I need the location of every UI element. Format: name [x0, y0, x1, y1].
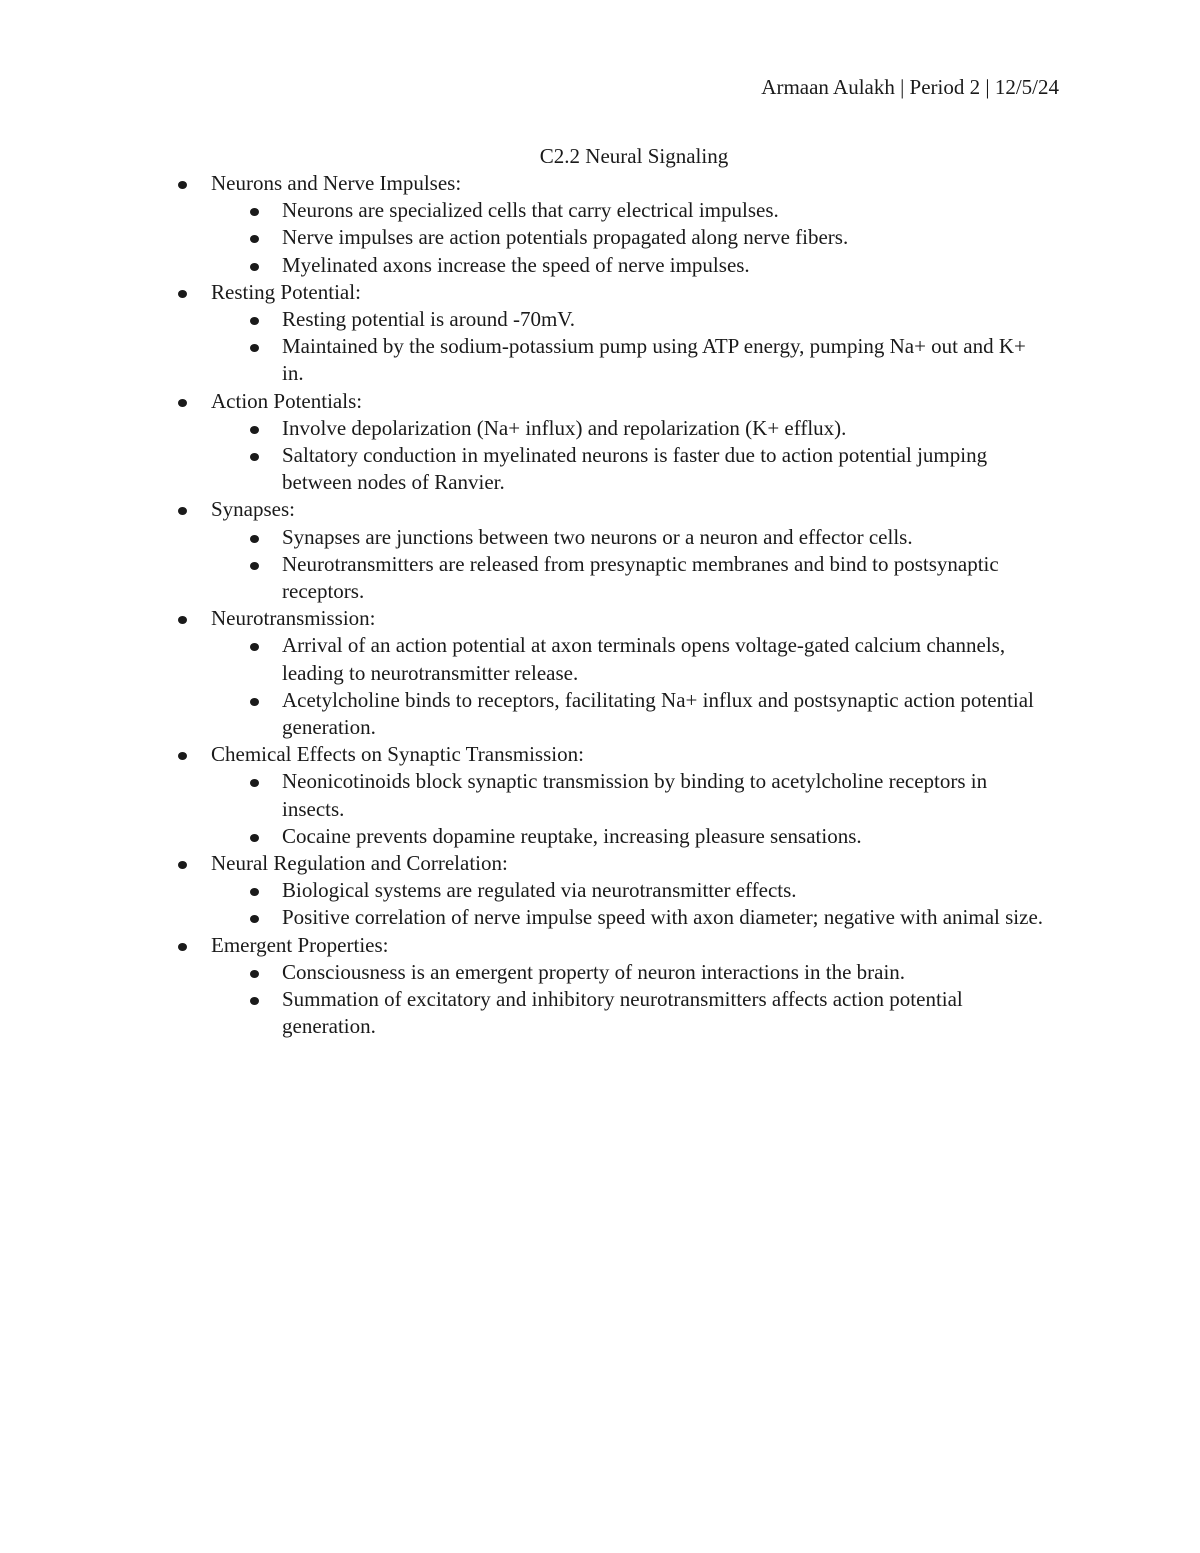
bullet-icon	[178, 943, 187, 951]
section-heading-text: Synapses:	[211, 497, 295, 522]
bullet-point-text: Neurotransmitters are released from presynaptic membranes and bind to postsynaptic receptors.	[282, 551, 999, 604]
bullet-icon	[250, 208, 259, 216]
bullet-point-text: Nerve impulses are action potentials propagated along nerve fibers.	[282, 225, 849, 250]
bullet-icon	[250, 317, 259, 325]
bullet-point-text: Involve depolarization (Na+ influx) and repolarization (K+ efflux).	[282, 415, 847, 440]
bullet-icon	[178, 290, 187, 298]
section-heading	[0, 279, 1200, 306]
document-title: C2.2 Neural Signaling	[539, 144, 729, 168]
bullet-point-text: Summation of excitatory and inhibitory neurotransmitters affects action potential generation.	[282, 987, 963, 1039]
bullet-point-text: Saltatory conduction in myelinated neurons is faster due to action potential jumping between nodes of Ranvier.	[282, 443, 988, 495]
bullet-icon	[250, 535, 259, 543]
bullet-point-text: Neonicotinoids block synaptic transmission by binding to acetylcholine receptors in insects.	[282, 769, 988, 821]
bullet-point	[0, 442, 1200, 496]
bullet-point	[0, 768, 1200, 822]
bullet-point	[0, 415, 1200, 442]
bullet-point	[0, 197, 1200, 224]
bullet-icon	[250, 834, 259, 842]
bullet-point	[0, 904, 1200, 931]
bullet-icon	[250, 997, 259, 1005]
section-heading	[0, 605, 1200, 632]
bullet-icon	[250, 779, 259, 787]
bullet-point	[0, 224, 1200, 251]
bullet-icon	[178, 181, 187, 189]
section-heading	[0, 932, 1200, 959]
bullet-point-text: Resting potential is around -70mV.	[282, 307, 576, 332]
bullet-point-text: Synapses are junctions between two neurons or a neuron and effector cells.	[282, 524, 913, 549]
bullet-point-text: Cocaine prevents dopamine reuptake, increasing pleasure sensations.	[282, 823, 862, 848]
bullet-icon	[178, 616, 187, 624]
section-heading	[0, 741, 1200, 768]
bullet-icon	[178, 861, 187, 869]
bullet-point-text: Consciousness is an emergent property of neuron interactions in the brain.	[282, 959, 906, 984]
bullet-icon	[250, 643, 259, 651]
bullet-point	[0, 823, 1200, 850]
bullet-point	[0, 551, 1200, 605]
bullet-icon	[178, 507, 187, 515]
bullet-icon	[250, 426, 259, 434]
section-heading	[0, 850, 1200, 877]
bullet-point	[0, 252, 1200, 279]
bullet-point	[0, 632, 1200, 686]
section-heading-text: Action Potentials:	[211, 388, 363, 413]
bullet-icon	[250, 698, 259, 706]
bullet-point-text: Myelinated axons increase the speed of nerve impulses.	[282, 252, 750, 277]
bullet-icon	[178, 399, 187, 407]
bullet-icon	[178, 752, 187, 760]
bullet-point	[0, 986, 1200, 1040]
bullet-point-text: Acetylcholine binds to receptors, facilitating Na+ influx and postsynaptic action potential generation.	[282, 687, 1034, 740]
bullet-outline	[0, 170, 1200, 1041]
section-heading	[0, 388, 1200, 415]
bullet-point-text: Biological systems are regulated via neurotransmitter effects.	[282, 878, 797, 903]
bullet-point	[0, 687, 1200, 741]
section-heading-text: Neurotransmission:	[211, 606, 376, 631]
bullet-point	[0, 306, 1200, 333]
bullet-icon	[250, 562, 259, 570]
bullet-point	[0, 524, 1200, 551]
section-heading-text: Chemical Effects on Synaptic Transmission:	[211, 742, 584, 767]
bullet-icon	[250, 235, 259, 243]
bullet-point-text: Arrival of an action potential at axon terminals opens voltage-gated calcium channels, leading to neurotransmitter release.	[282, 633, 1006, 685]
bullet-point-text: Neurons are specialized cells that carry electrical impulses.	[282, 198, 779, 223]
section-heading	[0, 170, 1200, 197]
bullet-icon	[250, 453, 259, 461]
bullet-icon	[250, 263, 259, 271]
bullet-point-text: Maintained by the sodium-potassium pump using ATP energy, pumping Na+ out and K+ in.	[282, 334, 1026, 386]
bullet-icon	[250, 970, 259, 978]
bullet-point	[0, 333, 1200, 387]
section-heading	[0, 496, 1200, 523]
section-heading-text: Neural Regulation and Correlation:	[211, 851, 508, 876]
section-heading-text: Resting Potential:	[211, 279, 361, 304]
bullet-icon	[250, 344, 259, 352]
section-heading-text: Neurons and Nerve Impulses:	[211, 171, 462, 195]
section-heading-text: Emergent Properties:	[211, 932, 389, 957]
bullet-point	[0, 959, 1200, 986]
bullet-point-text: Positive correlation of nerve impulse speed with axon diameter; negative with animal size.	[282, 905, 1044, 930]
bullet-icon	[250, 888, 259, 896]
bullet-icon	[250, 915, 259, 923]
document-header: Armaan Aulakh | Period 2 | 12/5/24	[761, 75, 1059, 99]
bullet-point	[0, 877, 1200, 904]
